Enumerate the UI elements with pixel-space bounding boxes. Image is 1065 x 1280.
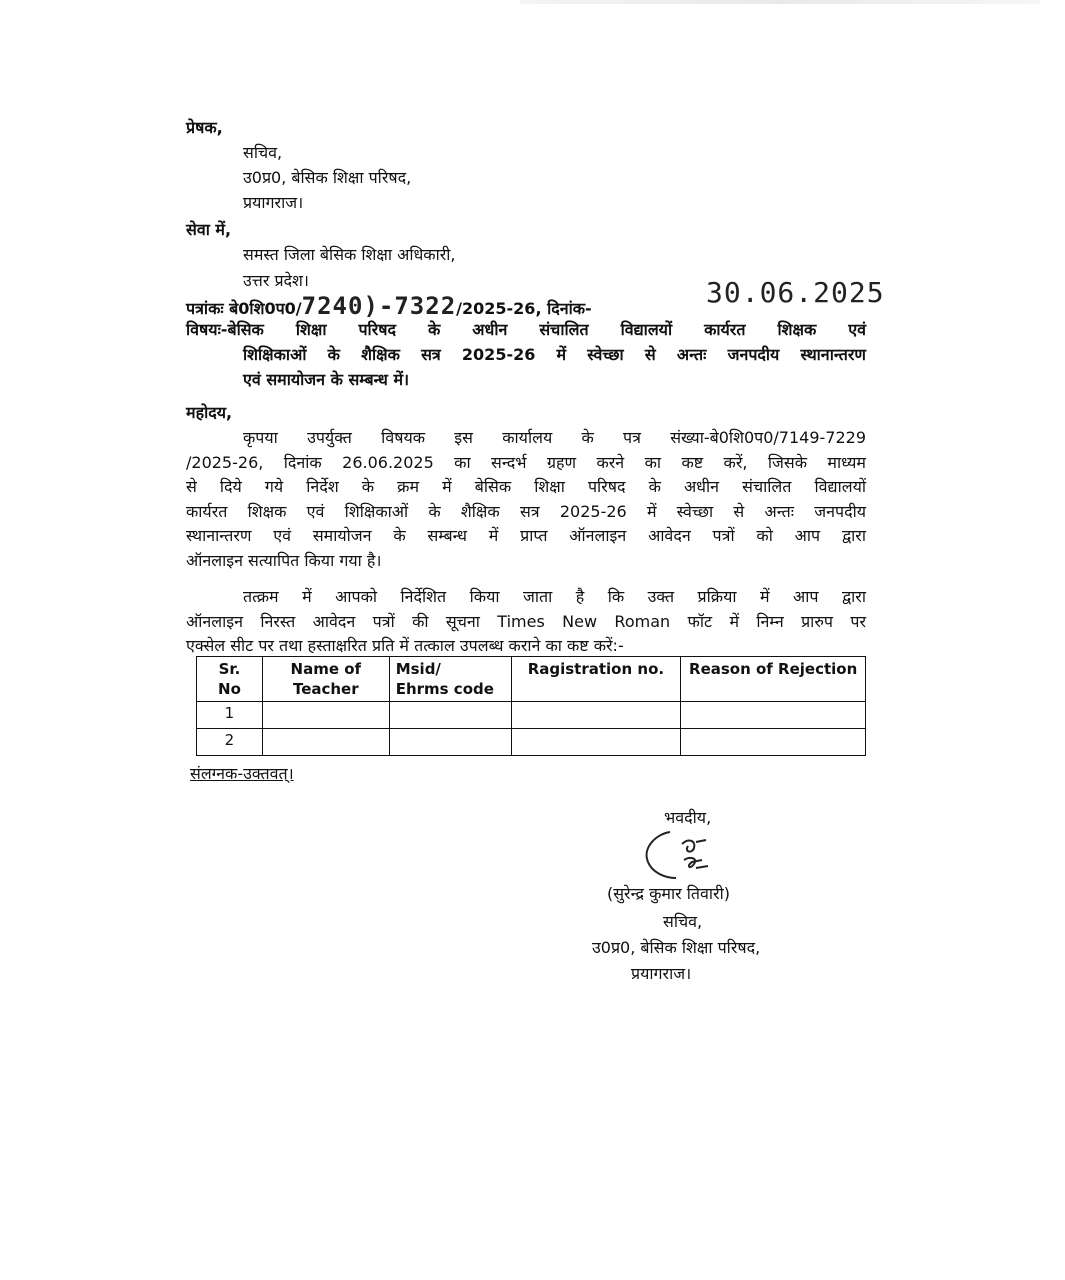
reference-prefix: पत्रांकः बे0शि0प0/ <box>186 299 302 318</box>
signatory-city: प्रयागराज। <box>631 964 692 983</box>
table-row <box>197 702 866 729</box>
salutation: महोदय, <box>186 403 233 422</box>
header-sr-no: Sr. No <box>197 657 263 702</box>
paragraph-line: तत्क्रम में आपको निर्देशित किया जाता है कि उक्त प्रक्रिया में आप द्वारा <box>243 587 866 606</box>
header-reason-rejection: Reason of Rejection <box>681 657 866 702</box>
reference-line <box>186 292 592 320</box>
recipient-name: समस्त जिला बेसिक शिक्षा अधिकारी, <box>243 245 456 264</box>
reference-suffix: /2025-26, दिनांक- <box>456 299 592 318</box>
cell <box>262 729 389 756</box>
table-header-row <box>197 657 866 702</box>
header-teacher-name: Name of Teacher <box>262 657 389 702</box>
sender-city: प्रयागराज। <box>243 193 304 212</box>
paragraph-line: /2025-26, दिनांक 26.06.2025 का सन्दर्भ ग्रहण करने का कष्ट करें, जिसके माध्यम <box>186 452 866 472</box>
handwritten-date: 30.06.2025 <box>706 276 885 309</box>
cell <box>389 702 511 729</box>
sender-designation: सचिव, <box>243 143 283 162</box>
subject-block <box>186 318 866 343</box>
rejection-format-table <box>196 656 866 756</box>
subject-line: एवं समायोजन के सम्बन्ध में। <box>243 369 410 389</box>
paragraph-line: ऑनलाइन निरस्त आवेदन पत्रों की सूचना Times New Roman फॉट में निम्न प्रारुप पर <box>186 611 866 631</box>
subject-continuation <box>243 343 866 392</box>
body-paragraph-2 <box>186 585 866 659</box>
handwritten-letter-number: 7240)-7322 <box>301 292 457 320</box>
cell-sr: 2 <box>197 729 263 756</box>
body-paragraph-1 <box>186 426 866 573</box>
cell <box>511 702 681 729</box>
paragraph-line: कार्यरत शिक्षक एवं शिक्षिकाओं के शैक्षिक सत्र 2025-26 में स्वेच्छा से अन्तः जनपदीय <box>186 501 866 521</box>
cell <box>511 729 681 756</box>
enclosure-note: संलग्नक-उक्तवत्। <box>190 764 294 783</box>
scan-edge-artifact <box>520 0 1040 4</box>
cell <box>262 702 389 729</box>
subject-line: शिक्षिकाओं के शैक्षिक सत्र 2025-26 में स्वेच्छा से अन्तः जनपदीय स्थानान्तरण <box>243 345 866 364</box>
table-row <box>197 729 866 756</box>
paragraph-line: स्थानान्तरण एवं समायोजन के सम्बन्ध में प्राप्त ऑनलाइन आवेदन पत्रों को आप द्वारा <box>186 526 866 545</box>
closing-yours: भवदीय, <box>664 808 712 827</box>
recipient-state: उत्तर प्रदेश। <box>243 271 309 290</box>
paragraph-line: ऑनलाइन सत्यापित किया गया है। <box>186 550 382 570</box>
signatory-name: (सुरेन्द्र कुमार तिवारी) <box>607 884 730 903</box>
header-registration-no: Ragistration no. <box>511 657 681 702</box>
sender-heading: प्रेषक, <box>186 118 223 137</box>
paragraph-line: एक्सेल सीट पर तथा हस्ताक्षरित प्रति में तत्काल उपलब्ध कराने का कष्ट करें:- <box>186 636 624 655</box>
cell <box>681 702 866 729</box>
signatory-designation: सचिव, <box>663 912 703 931</box>
signatory-office: उ0प्र0, बेसिक शिक्षा परिषद, <box>592 938 761 957</box>
signature-mark <box>636 826 732 884</box>
cell-sr: 1 <box>197 702 263 729</box>
subject-line: विषयः-बेसिक शिक्षा परिषद के अधीन संचालित विद्यालयों कार्यरत शिक्षक एवं <box>186 320 866 339</box>
cell <box>681 729 866 756</box>
cell <box>389 729 511 756</box>
paragraph-line: कृपया उपर्युक्त विषयक इस कार्यालय के पत्र संख्या-बे0शि0प0/7149-7229 <box>243 428 866 447</box>
paragraph-line: से दिये गये निर्देश के क्रम में बेसिक शिक्षा परिषद के अधीन संचालित विद्यालयों <box>186 477 866 496</box>
recipient-heading: सेवा में, <box>186 220 232 239</box>
sender-office: उ0प्र0, बेसिक शिक्षा परिषद, <box>243 168 412 187</box>
header-msid-ehrms: Msid/ Ehrms code <box>389 657 511 702</box>
